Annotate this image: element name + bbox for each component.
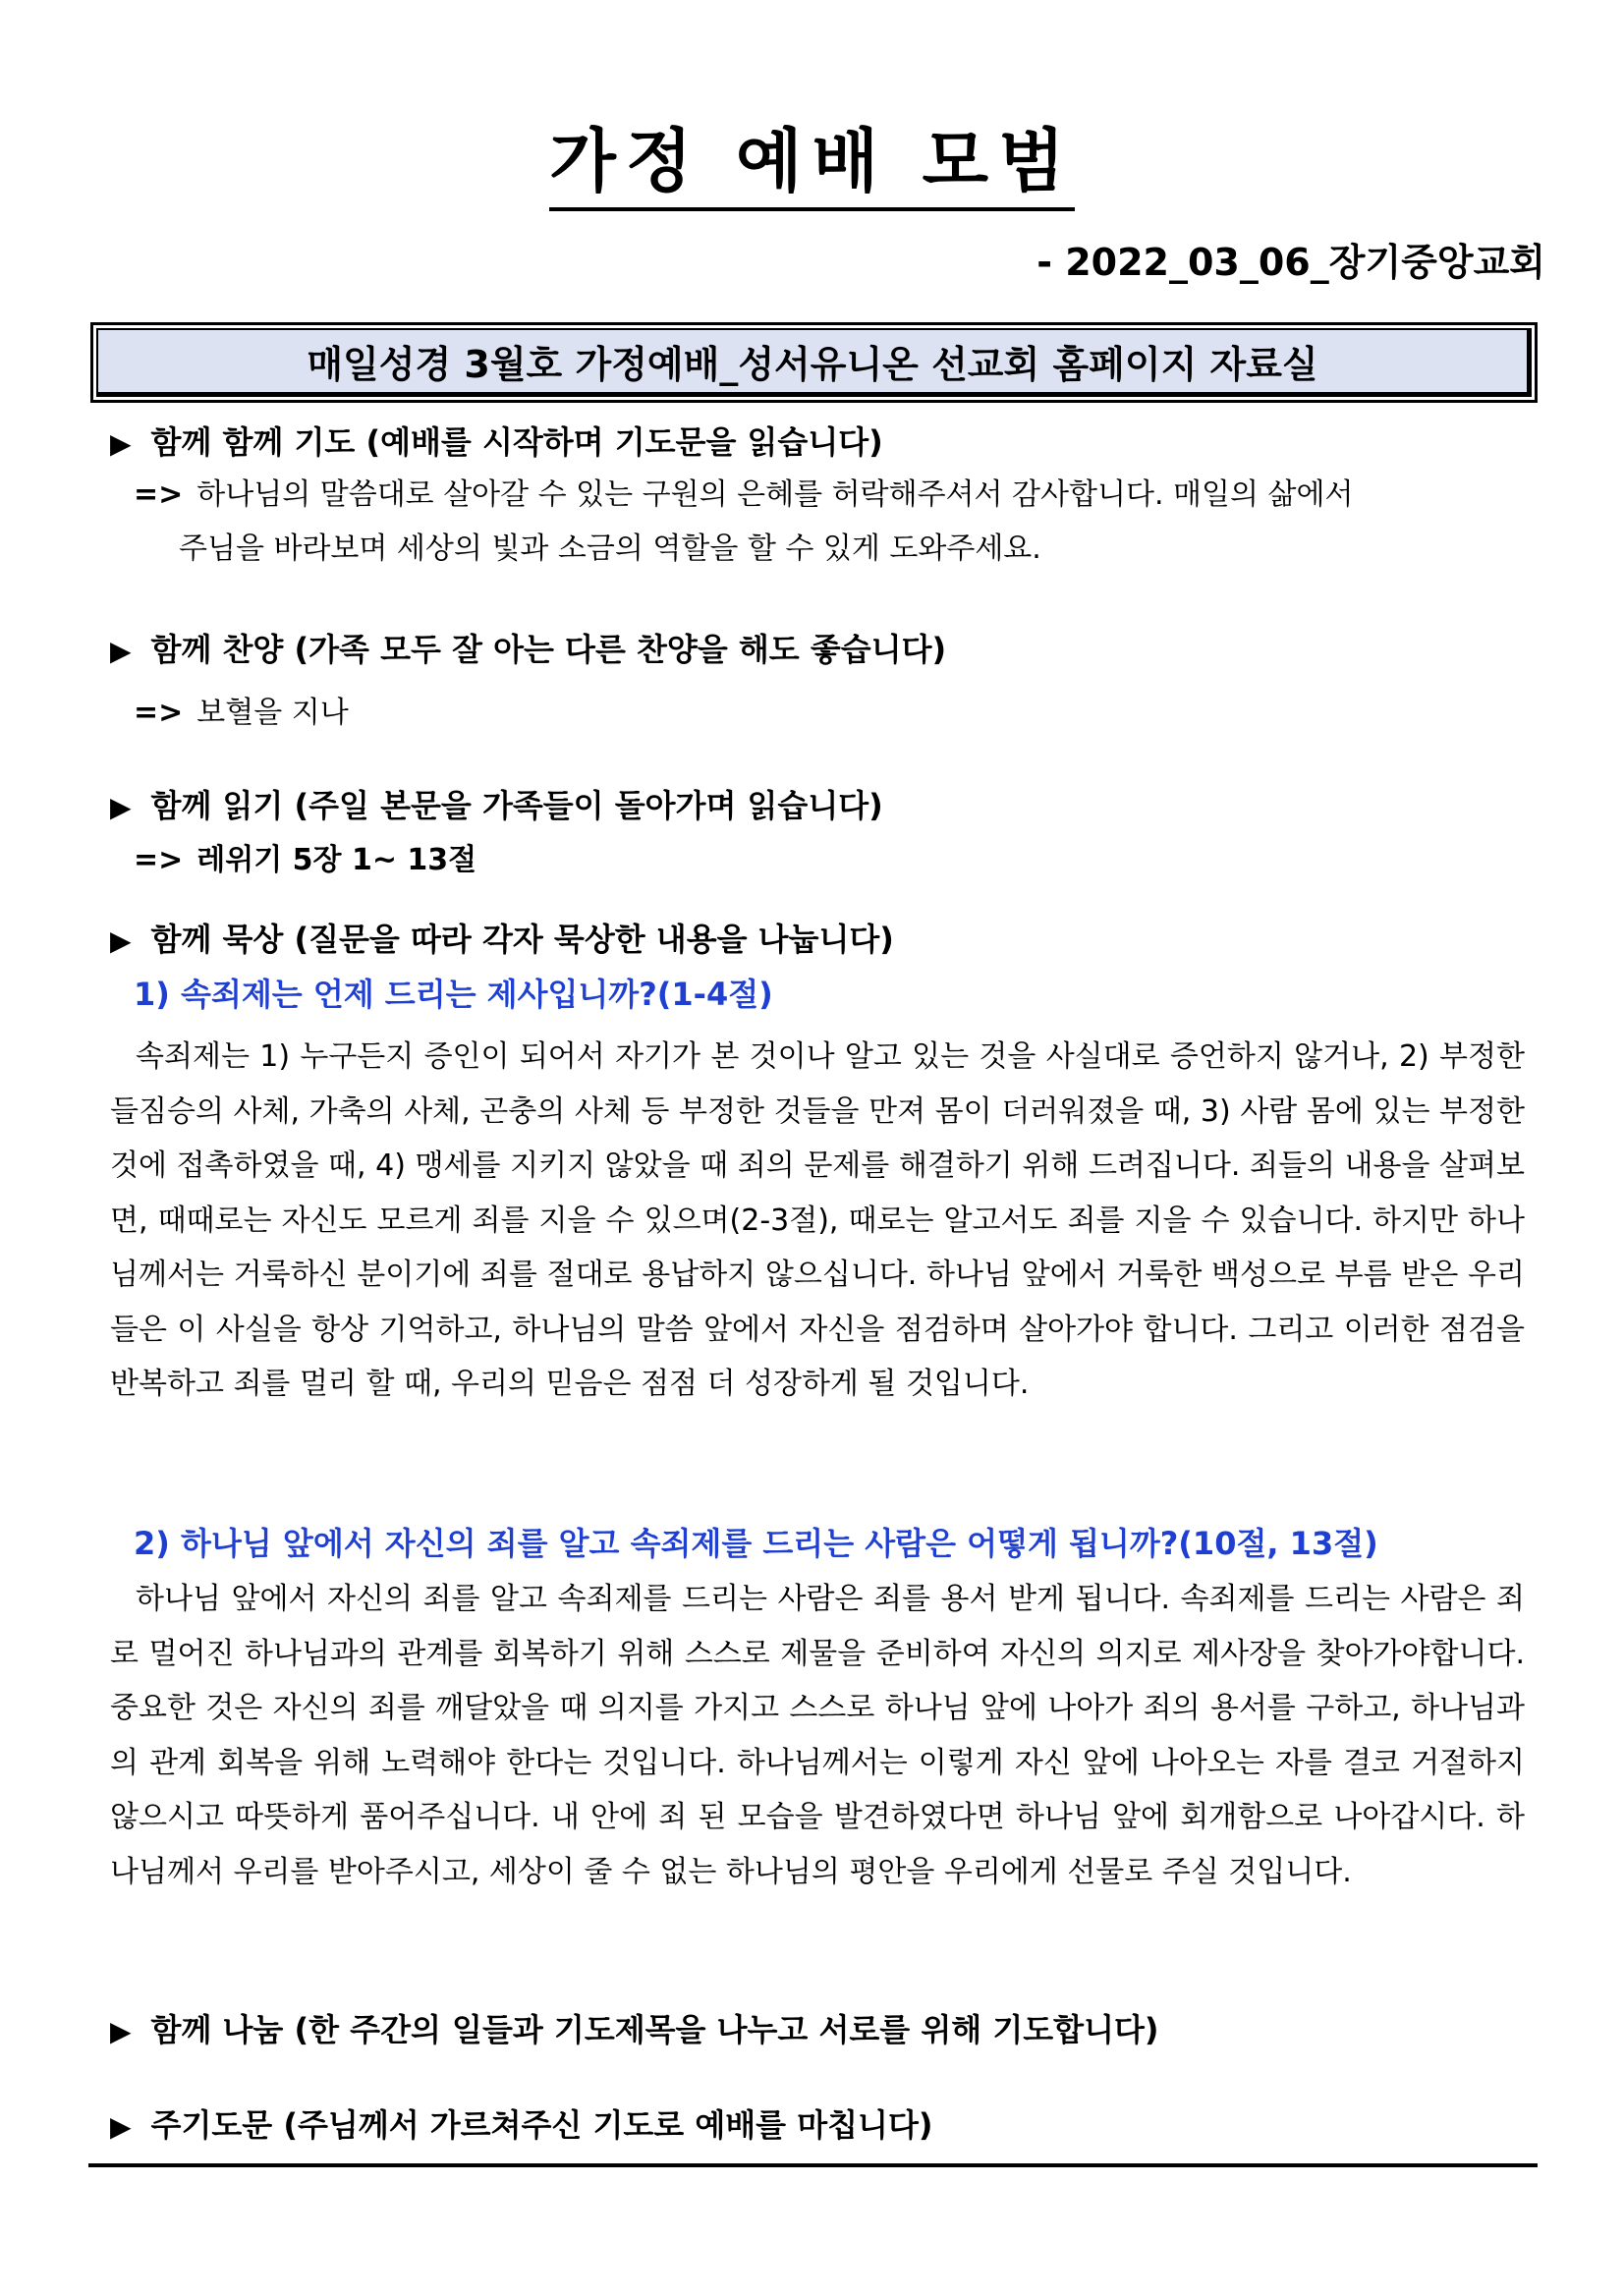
bullet-triangle-icon: ▶: [110, 635, 132, 667]
bullet-triangle-icon: ▶: [110, 2015, 132, 2047]
heading-prayer: ▶ 함께 함께 기도 (예배를 시작하며 기도문을 읽습니다): [110, 423, 883, 461]
dateline: - 2022_03_06_장기중앙교회: [1036, 241, 1545, 284]
arrow-icon: =>: [134, 843, 184, 877]
answer-paragraph-2: 하나님 앞에서 자신의 죄를 알고 속죄제를 드리는 사람은 죄를 용서 받게 됩니다. 속죄제를 드리는 사람은 죄로 멀어진 하나님과의 관계를 회복하기 위해 스스로 제물을 준비하여 자신의 의지로 제사장을 찾아가야합니다. 중요한 것은 자신의 죄를 깨달았을 때 의지를 가지고 스스로 하나님 앞에 나아가 죄의 용서를 구하고, 하나님과의 관계 회복을 위해 노력해야 한다는 것입니다. 하나님께서는 이렇게 자신 앞에 나아오는 자를 결코 거절하지 않으시고 따뜻하게 품어주십니다. 내 안에 죄 된 모습을 발견하였다면 하나님 앞에 회개함으로 나아갑시다. 하나님께서 우리를 받아주시고, 세상이 줄 수 없는 하나님의 평안을 우리에게 선물로 주실 것입니다.: [110, 1582, 1525, 1889]
banner-title: 매일성경 3월호 가정예배_성서유니온 선교회 홈페이지 자료실: [96, 328, 1532, 397]
answer-paragraph-1: 속죄제는 1) 누구든지 증인이 되어서 자기가 본 것이나 알고 있는 것을 사실대로 증언하지 않거나, 2) 부정한 들짐승의 사체, 가축의 사체, 곤충의 사체 등 부정한 것들을 만져 몸이 더러워졌을 때, 3) 사람 몸에 있는 부정한 것에 접촉하였을 때, 4) 맹세를 지키지 않았을 때 죄의 문제를 해결하기 위해 드려집니다. 죄들의 내용을 살펴보면, 때때로는 자신도 모르게 죄를 지을 수 있으며(2-3절), 때로는 알고서도 죄를 지을 수 있습니다. 하지만 하나님께서는 거룩하신 분이기에 죄를 절대로 용납하지 않으십니다. 하나님 앞에서 거룩한 백성으로 부름 받은 우리들은 이 사실을 항상 기억하고, 하나님의 말씀 앞에서 자신을 점검하며 살아가야 합니다. 그리고 이러한 점검을 반복하고 죄를 멀리 할 때, 우리의 믿음은 점점 더 성장하게 될 것입니다.: [110, 1039, 1525, 1401]
question-1: 1) 속죄제는 언제 드리는 제사입니까?(1-4절): [134, 976, 773, 1013]
arrow-icon: =>: [134, 696, 184, 730]
heading-praise: ▶ 함께 찬양 (가족 모두 잘 아는 다른 찬양을 해도 좋습니다): [110, 631, 947, 668]
prayer-text-line1: => 하나님의 말씀대로 살아갈 수 있는 구원의 은혜를 허락해주셔서 감사합니다. 매일의 삶에서: [134, 477, 1354, 512]
page-title: 가정 예배 모범: [0, 106, 1624, 205]
prayer-text-line2: 주님을 바라보며 세상의 빛과 소금의 역할을 할 수 있게 도와주세요.: [179, 532, 1041, 566]
praise-text: => 보혈을 지나: [134, 696, 349, 730]
bullet-triangle-icon: ▶: [110, 2110, 132, 2143]
bullet-triangle-icon: ▶: [110, 791, 132, 823]
question-2: 2) 하나님 앞에서 자신의 죄를 알고 속죄제를 드리는 사람은 어떻게 됩니까?(10절, 13절): [134, 1525, 1378, 1562]
reading-text: => 레위기 5장 1~ 13절: [134, 843, 477, 877]
heading-reading: ▶ 함께 읽기 (주일 본문을 가족들이 돌아가며 읽습니다): [110, 787, 883, 824]
bullet-triangle-icon: ▶: [110, 427, 132, 460]
bottom-divider: [88, 2163, 1538, 2167]
arrow-icon: =>: [134, 477, 184, 512]
bullet-triangle-icon: ▶: [110, 924, 132, 957]
heading-lords-prayer: ▶ 주기도문 (주님께서 가르쳐주신 기도로 예배를 마칩니다): [110, 2106, 933, 2144]
banner-box: [90, 322, 1538, 403]
heading-sharing: ▶ 함께 나눔 (한 주간의 일들과 기도제목을 나누고 서로를 위해 기도합니다): [110, 2011, 1159, 2048]
heading-meditation: ▶ 함께 묵상 (질문을 따라 각자 묵상한 내용을 나눕니다): [110, 921, 894, 958]
